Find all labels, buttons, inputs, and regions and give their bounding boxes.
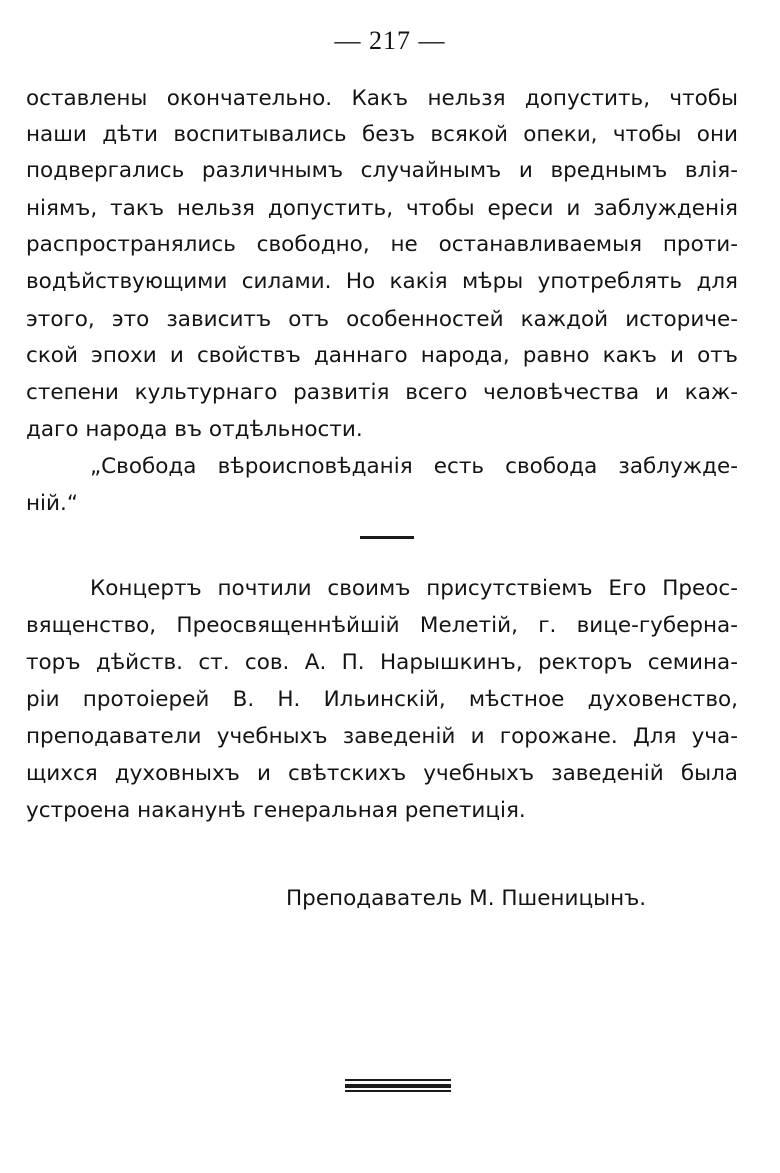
signature: Преподаватель М. Пшеницынъ. — [286, 886, 647, 911]
page-number: — 217 — — [334, 26, 446, 55]
paragraph-1-line-5: распространялись свободно, не останавливаемыя проти- — [26, 232, 738, 257]
quote-line-1: „Свобода вѣроисповѣданія есть свобода заблужде- — [90, 454, 738, 479]
paragraph-2-line-7: устроена наканунѣ генеральная репетиція. — [26, 798, 526, 823]
paragraph-1-line-10: даго народа въ отдѣльности. — [26, 417, 363, 442]
paragraph-1-line-2: наши дѣти воспитывались безъ всякой опеки, чтобы они — [26, 122, 738, 147]
paragraph-2-line-6: щихся духовныхъ и свѣтскихъ учебныхъ заведеній была — [26, 761, 738, 786]
paragraph-2-line-2: вященство, Преосвященнѣйшій Мелетій, г. вице-губерна- — [26, 613, 738, 638]
paragraph-1-line-1: оставлены окончательно. Какъ нельзя допустить, чтобы — [26, 86, 738, 111]
end-divider-bottom-bar — [345, 1090, 451, 1092]
paragraph-1-line-3: подвергались различнымъ случайнымъ и вреднымъ влія- — [26, 158, 738, 183]
paragraph-2-line-1: Концертъ почтили своимъ присутствіемъ Его Преос- — [90, 576, 738, 601]
end-divider-middle-bar — [345, 1084, 451, 1088]
end-divider — [345, 1079, 451, 1093]
paragraph-1-line-7: этого, это зависитъ отъ особенностей каждой историче- — [26, 307, 738, 332]
quote-line-2: ній.“ — [26, 491, 78, 516]
paragraph-2-line-5: преподаватели учебныхъ заведеній и горожане. Для уча- — [26, 724, 738, 749]
paragraph-2-line-3: торъ дѣйств. ст. сов. А. П. Нарышкинъ, ректоръ семина- — [26, 650, 738, 675]
paragraph-1-line-4: ніямъ, такъ нельзя допустить, чтобы ереси и заблужденія — [26, 196, 738, 221]
section-divider — [360, 536, 414, 539]
paragraph-1-line-6: водѣйствующими силами. Но какія мѣры употреблять для — [26, 269, 738, 294]
end-divider-top-bar — [345, 1079, 451, 1081]
paragraph-2-line-4: ріи протоіерей В. Н. Ильинскій, мѣстное духовенство, — [26, 687, 738, 712]
paragraph-1-line-9: степени культурнаго развитія всего человѣчества и каж- — [26, 380, 738, 405]
paragraph-1-line-8: ской эпохи и свойствъ даннаго народа, равно какъ и отъ — [26, 343, 738, 368]
